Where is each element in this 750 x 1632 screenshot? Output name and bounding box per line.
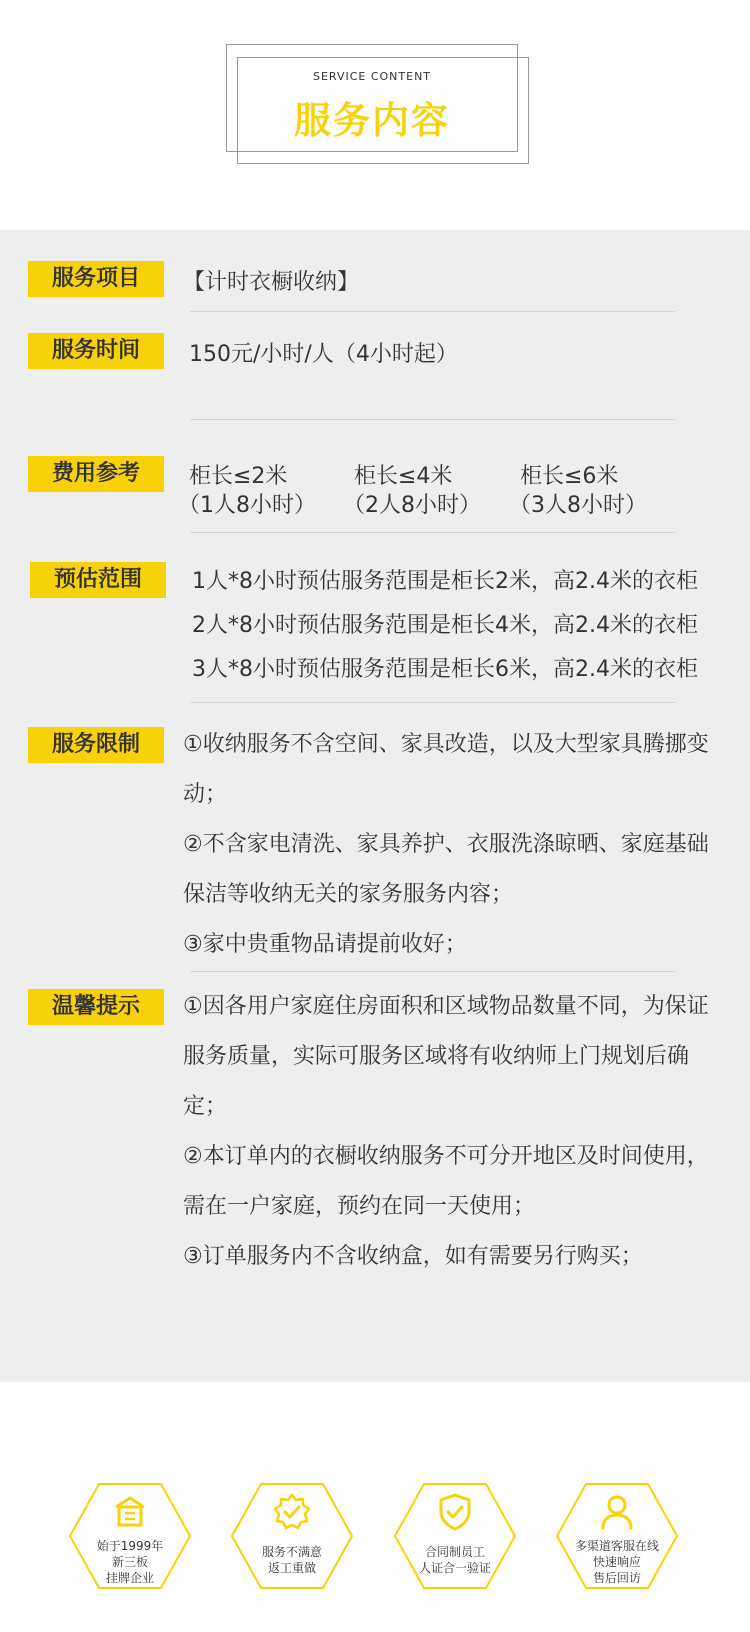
badge-redo-service <box>230 1482 354 1590</box>
scope-line-1: 1人*8小时预估服务范围是柜长2米，高2.4米的衣柜 <box>192 569 698 594</box>
badge-text <box>393 1544 517 1576</box>
shield-check-icon <box>435 1492 475 1532</box>
badge-line: 新三板 <box>111 1555 148 1569</box>
badge-text <box>68 1538 192 1586</box>
badge-text <box>230 1544 354 1576</box>
divider <box>190 532 675 533</box>
badge-company <box>68 1482 192 1590</box>
tip-item: ②本订单内的衣橱收纳服务不可分开地区及时间使用，需在一户家庭，预约在同一天使用； <box>183 1144 709 1219</box>
divider <box>190 971 675 972</box>
tag-service-item: 服务项目 <box>28 261 164 297</box>
badge-line: 快速响应 <box>592 1555 641 1569</box>
badge-check-icon <box>272 1492 312 1532</box>
service-item-value: 【计时衣橱收纳】 <box>183 270 360 295</box>
badge-line: 合同制员工 <box>424 1545 485 1559</box>
fee-option-2-length: 柜长≤4米 <box>354 464 453 489</box>
badge-line: 挂牌企业 <box>105 1571 154 1585</box>
service-limits-list <box>183 720 723 970</box>
divider <box>190 702 675 703</box>
service-content-header <box>0 0 750 230</box>
scope-line-3: 3人*8小时预估服务范围是柜长6米，高2.4米的衣柜 <box>192 657 698 682</box>
badge-line: 服务不满意 <box>261 1545 322 1559</box>
tip-item: ①因各用户家庭住房面积和区域物品数量不同，为保证服务质量，实际可服务区域将有收纳师上门规划后确定； <box>183 994 709 1119</box>
tag-kind-tips: 温馨提示 <box>28 989 164 1025</box>
scope-line-2: 2人*8小时预估服务范围是柜长4米，高2.4米的衣柜 <box>192 613 698 638</box>
divider <box>190 419 675 420</box>
fee-option-3-length: 柜长≤6米 <box>520 464 619 489</box>
badge-text <box>555 1538 679 1586</box>
badge-line: 多渠道客服在线 <box>574 1539 659 1553</box>
service-details <box>0 230 750 1382</box>
tag-service-limits: 服务限制 <box>28 727 164 763</box>
fee-option-2-people: （2人8小时） <box>343 493 481 518</box>
badge-customer-service <box>555 1482 679 1590</box>
tag-fee-reference: 费用参考 <box>28 456 164 492</box>
badge-line: 售后回访 <box>592 1571 641 1585</box>
fee-option-1-length: 柜长≤2米 <box>189 464 288 489</box>
building-icon <box>110 1492 150 1532</box>
tag-estimated-scope: 预估范围 <box>30 562 166 598</box>
fee-option-3-people: （3人8小时） <box>509 493 647 518</box>
limit-item: ③家中贵重物品请提前收好； <box>183 932 467 957</box>
tag-service-time: 服务时间 <box>28 333 164 369</box>
header-subtitle-en: SERVICE CONTENT <box>312 70 432 83</box>
service-time-value: 150元/小时/人（4小时起） <box>189 342 458 367</box>
badge-contract-staff <box>393 1482 517 1590</box>
kind-tips-list <box>183 982 723 1282</box>
badge-line: 人证合一验证 <box>418 1561 491 1575</box>
divider <box>190 311 675 312</box>
fee-option-1-people: （1人8小时） <box>178 493 316 518</box>
limit-item: ②不含家电清洗、家具养护、衣服洗涤晾晒、家庭基础保洁等收纳无关的家务服务内容； <box>183 832 709 907</box>
tip-item: ③订单服务内不含收纳盒，如有需要另行购买； <box>183 1244 643 1269</box>
guarantee-badges <box>0 1382 750 1632</box>
badge-line: 始于1999年 <box>96 1539 164 1553</box>
user-icon <box>597 1492 637 1532</box>
header-title: 服务内容 <box>294 99 450 142</box>
limit-item: ①收纳服务不含空间、家具改造，以及大型家具腾挪变动； <box>183 732 709 807</box>
badge-line: 返工重做 <box>267 1561 316 1575</box>
